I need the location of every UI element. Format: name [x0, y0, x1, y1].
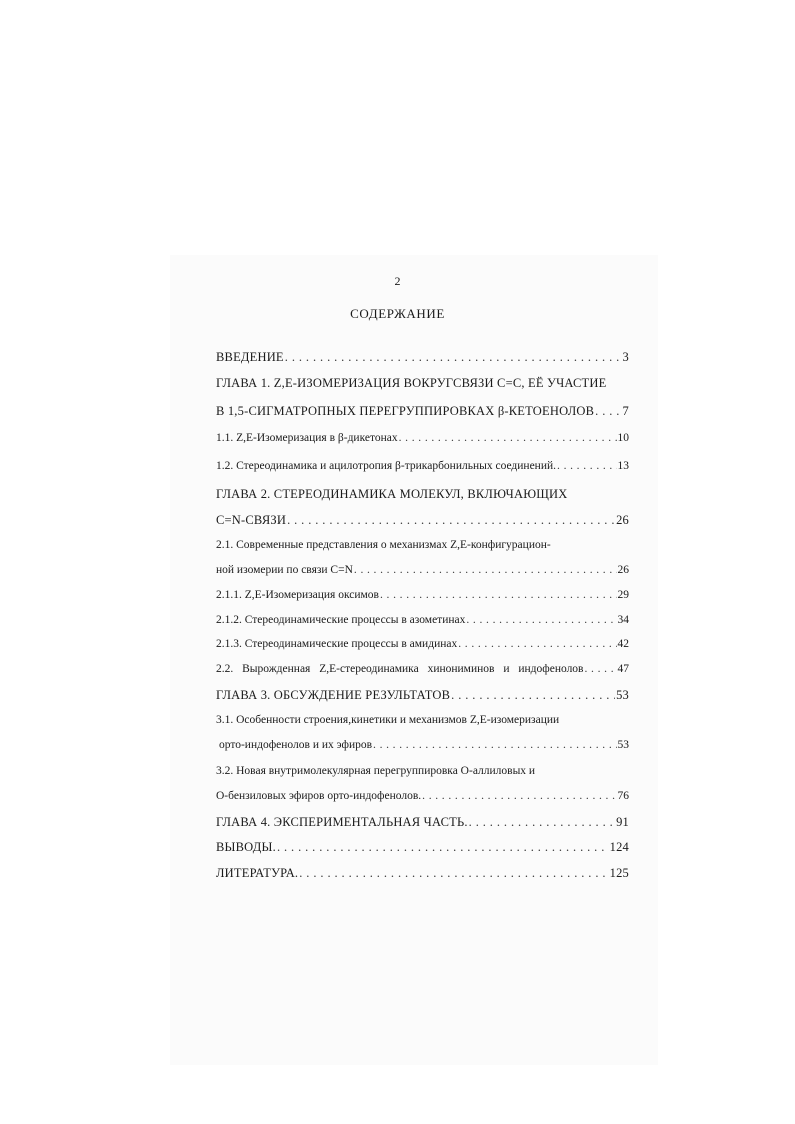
toc-entry-1-1 [216, 432, 629, 452]
toc-leader-dots [585, 663, 617, 675]
toc-leader-dots [373, 739, 616, 751]
toc-entry-2-1-line-1 [216, 539, 629, 559]
toc-leader-dots [354, 564, 617, 576]
toc-entry-chapter-1-line-1 [216, 376, 629, 396]
toc-entry-label: 1.2. Стереодинамика и ацилотропия β-трикарбонильных соединений. [216, 460, 557, 472]
toc-entry-literature [216, 866, 629, 886]
toc-entry-1-2 [216, 460, 629, 480]
toc-entry-page: 53 [616, 688, 629, 702]
toc-entry-chapter-1-line-2 [216, 404, 629, 424]
toc-entry-label: ВЫВОДЫ. [216, 840, 276, 854]
toc-leader-dots [380, 589, 617, 601]
toc-entry-page: 10 [617, 432, 629, 444]
toc-entry-page: 7 [622, 404, 629, 418]
toc-entry-page: 29 [617, 589, 629, 601]
toc-leader-dots [422, 790, 616, 802]
toc-entry-page: 42 [617, 638, 629, 650]
toc-leader-dots [557, 460, 616, 472]
toc-entry-label: 2.1.3. Стереодинамические процессы в амидинах [216, 638, 458, 650]
toc-entry-label: ГЛАВА 2. СТЕРЕОДИНАМИКА МОЛЕКУЛ, ВКЛЮЧАЮЩИХ [216, 487, 568, 501]
toc-entry-chapter-3 [216, 688, 629, 708]
toc-entry-chapter-4 [216, 815, 629, 835]
toc-entry-page: 3 [622, 350, 629, 364]
toc-entry-label: орто-индофенолов и их эфиров [219, 739, 373, 751]
toc-entry-page: 91 [616, 815, 629, 829]
toc-entry-2-1-2 [216, 614, 629, 634]
toc-entry-label: 3.1. Особенности строения,кинетики и механизмов Z,E-изомеризации [216, 714, 560, 726]
toc-entry-label: C=N-СВЯЗИ [216, 513, 287, 527]
toc-leader-dots [277, 840, 609, 855]
toc-entry-2-2 [216, 663, 629, 683]
toc-leader-dots [458, 638, 616, 650]
toc-leader-dots [299, 866, 608, 881]
toc-entry-page: 125 [609, 866, 629, 880]
toc-entry-label: 1.1. Z,E-Изомеризация в β-дикетонах [216, 432, 398, 444]
toc-entry-label: В 1,5-СИГМАТРОПНЫХ ПЕРЕГРУППИРОВКАХ β-КЕТОЕНОЛОВ [216, 404, 595, 418]
toc-leader-dots [451, 688, 615, 703]
toc-entry-page: 34 [617, 614, 629, 626]
toc-entry-page: 26 [616, 513, 629, 527]
toc-entry-2-1-line-2 [216, 564, 629, 584]
page-number: 2 [394, 274, 401, 288]
toc-entry-label: 3.2. Новая внутримолекулярная перегруппировка О-аллиловых и [216, 765, 536, 777]
page-title: СОДЕРЖАНИЕ [350, 306, 445, 321]
toc-entry-3-1-line-2 [216, 739, 629, 759]
toc-leader-dots [466, 614, 616, 626]
toc-entry-label: 2.2. Вырожденная Z,E-стереодинамика хинониминов и индофенолов [216, 663, 584, 675]
toc-entry-page: 53 [617, 739, 629, 751]
toc-entry-page: 76 [617, 790, 629, 802]
toc-entry-label: ВВЕДЕНИЕ [216, 350, 284, 364]
toc-leader-dots [399, 432, 617, 444]
toc-entry-3-2-line-1 [216, 765, 629, 785]
toc-entry-label: О-бензиловых эфиров орто-индофенолов. [216, 790, 422, 802]
toc-entry-page: 124 [609, 840, 629, 854]
toc-entry-chapter-2-line-1 [216, 487, 629, 507]
toc-entry-2-1-1 [216, 589, 629, 609]
toc-entry-label: ГЛАВА 4. ЭКСПЕРИМЕНТАЛЬНАЯ ЧАСТЬ. [216, 815, 468, 829]
toc-entry-page: 26 [617, 564, 629, 576]
toc-entry-page: 47 [617, 663, 629, 675]
toc-entry-chapter-2-line-2 [216, 513, 629, 533]
toc-entry-introduction [216, 350, 629, 370]
toc-leader-dots [287, 513, 615, 528]
toc-entry-label: 2.1.2. Стереодинамические процессы в азометинах [216, 614, 466, 626]
toc-entry-label: ГЛАВА 1. Z,E-ИЗОМЕРИЗАЦИЯ ВОКРУГСВЯЗИ С=С, ЕЁ УЧАСТИЕ [216, 376, 607, 390]
toc-entry-label: ГЛАВА 3. ОБСУЖДЕНИЕ РЕЗУЛЬТАТОВ [216, 688, 451, 702]
toc-leader-dots [285, 350, 622, 365]
toc-entry-label: ной изомерии по связи C=N [216, 564, 353, 576]
toc-entry-conclusions [216, 840, 629, 860]
toc-entry-label: 2.1.1. Z,E-Изомеризация оксимов [216, 589, 379, 601]
toc-entry-3-2-line-2 [216, 790, 629, 810]
toc-entry-label: 2.1. Современные представления о механизмах Z,E-конфигурацион- [216, 539, 551, 551]
toc-entry-3-1-line-1 [216, 714, 629, 734]
toc-leader-dots [595, 404, 621, 419]
toc-entry-2-1-3 [216, 638, 629, 658]
toc-leader-dots [469, 815, 615, 830]
toc-entry-label: ЛИТЕРАТУРА. [216, 866, 299, 880]
toc-entry-page: 13 [617, 460, 629, 472]
